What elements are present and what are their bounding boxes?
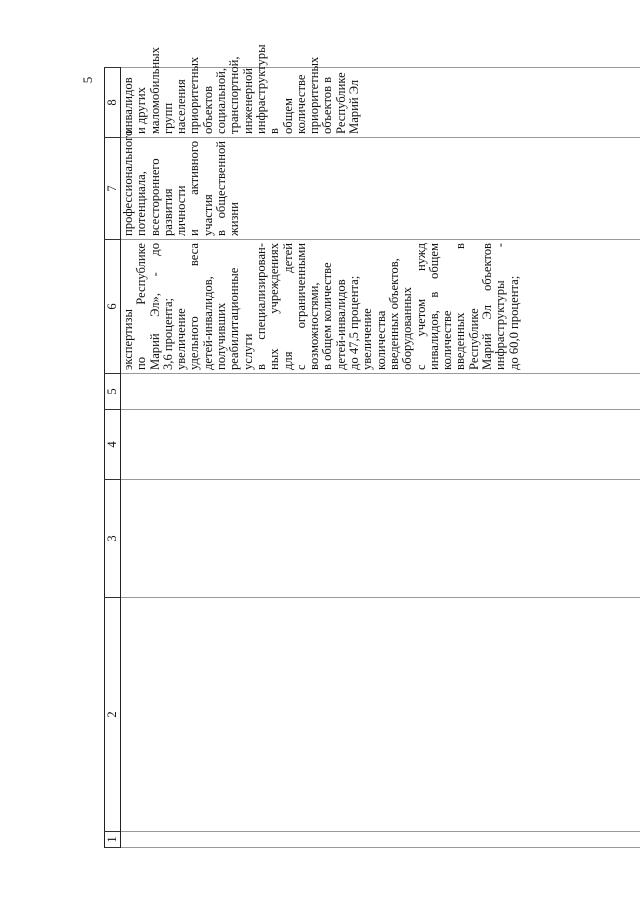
cell-text-line: до 47,5 процента; <box>347 275 362 370</box>
cell-text-line: получивших <box>214 302 229 370</box>
cell-text-line: с учетом нужд <box>413 243 428 370</box>
cell-text-line: профессионального <box>121 129 135 236</box>
cell-text-line: жизни <box>227 202 242 236</box>
cell-text-line: потенциала, <box>134 171 149 236</box>
cell-text-line: введенных в <box>453 243 468 370</box>
cell-text-line: экспертизы <box>121 309 135 370</box>
col-header-6: 6 <box>105 240 121 374</box>
cell-text-line: и активного участия <box>187 141 215 236</box>
cell-text-line: введенных объектов, <box>386 258 401 370</box>
cell-text-line: инвалидов, в общем <box>426 243 441 370</box>
cell-col-6 <box>121 240 640 374</box>
cell-text-line: увеличение <box>360 308 375 370</box>
header-row <box>105 68 121 848</box>
cell-text-line: реабилитационные <box>227 267 242 370</box>
cell-text-line: Республике <box>333 72 348 134</box>
cell-text-line: оборудованных <box>400 287 415 370</box>
cell-text-line: инженерной <box>240 67 255 134</box>
cell-text-line: детей-инвалидов <box>333 279 348 370</box>
col-header-3: 3 <box>105 480 121 598</box>
cell-text-line: транспортной, <box>227 56 242 134</box>
cell-text-line: количестве <box>440 310 455 370</box>
cell-text-line: до 60,0 процента; <box>506 275 521 370</box>
cell-text-line: в общем количестве <box>320 262 335 370</box>
cell-text-line: Марий Эл», - до <box>147 243 162 370</box>
cell-text-line: увеличение <box>174 308 189 370</box>
cell-text-line: в общественной <box>214 141 229 236</box>
cell-text-line: общем количестве <box>280 74 308 134</box>
cell-text-line: услуги <box>240 333 255 370</box>
cell-text-line: инвалидов и других <box>121 77 149 134</box>
cell-text-line: количества <box>373 310 388 370</box>
cell-text-line: Республике <box>466 308 481 370</box>
cell-text-line: инфраструктуры - <box>493 243 508 370</box>
cell-col-2 <box>121 598 640 832</box>
cell-text-line: развития личности <box>160 185 189 236</box>
cell-text-line: маломобильных <box>147 47 162 134</box>
col-header-8: 8 <box>105 68 121 138</box>
cell-text-line: Марий Эл объектов <box>480 243 495 370</box>
table-row <box>121 68 640 848</box>
rotated-table-container <box>104 44 640 848</box>
cell-text-line: инфраструктуры в <box>253 44 282 134</box>
cell-text-line: объектов <box>200 85 215 134</box>
cell-col-7 <box>121 129 640 240</box>
cell-text-line: приоритетных <box>307 56 322 134</box>
col-header-7: 7 <box>105 138 121 240</box>
page-number: 5 <box>80 76 95 84</box>
cell-col-3 <box>121 480 640 598</box>
cell-text-line: с ограниченными <box>293 243 308 370</box>
cell-text-line: для детей <box>280 243 295 370</box>
cell-text-line: приоритетных <box>187 56 202 134</box>
cell-text-line: социальной, <box>214 67 229 134</box>
cell-text-line: объектов в <box>320 76 335 134</box>
cell-text-line: в специализирован- <box>253 243 268 370</box>
cell-col-5 <box>121 374 640 410</box>
cell-text-line: 3,6 процента; <box>160 297 175 370</box>
cell-text-line: удельного веса <box>187 243 202 370</box>
cell-text-line: возможностями, <box>307 282 322 370</box>
cell-col-4 <box>121 410 640 480</box>
cell-text-line: детей-инвалидов, <box>200 276 215 370</box>
cell-text-line: ных учреждениях <box>267 243 282 370</box>
cell-col-1 <box>121 832 640 848</box>
col-header-1: 1 <box>105 832 121 848</box>
col-header-2: 2 <box>105 598 121 832</box>
program-table <box>104 44 640 848</box>
cell-text-line: Марий Эл <box>347 79 362 134</box>
cell-text-line: групп населения <box>160 79 189 134</box>
cell-text-line: по Республике <box>134 243 149 370</box>
col-header-4: 4 <box>105 410 121 480</box>
cell-col-8 <box>121 44 640 138</box>
col-header-5: 5 <box>105 374 121 410</box>
cell-text-line: всестороннего <box>147 158 162 236</box>
